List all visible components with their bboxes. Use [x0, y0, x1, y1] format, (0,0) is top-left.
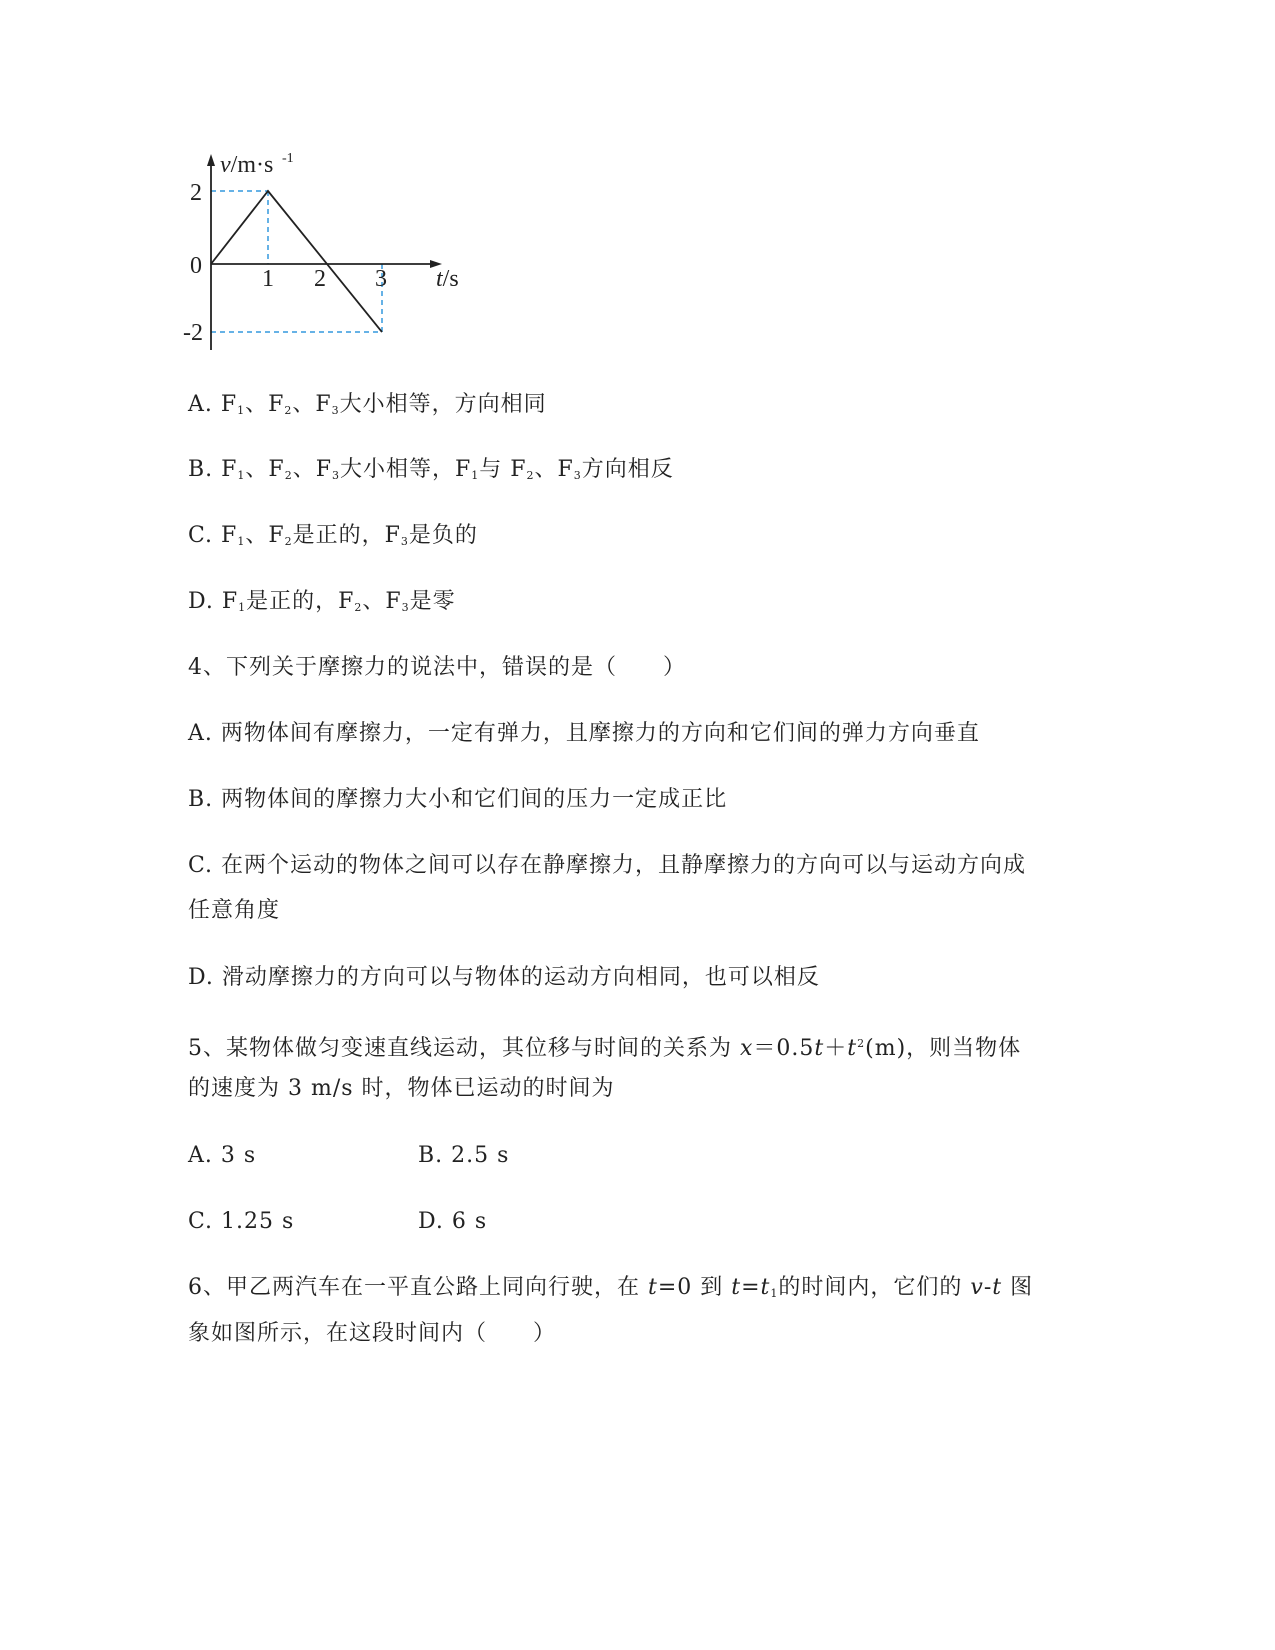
text: (m)，则当物体: [865, 1036, 1022, 1061]
subscript: 3: [331, 469, 340, 482]
text: 是负的: [408, 523, 478, 548]
q5-option-b: B. 2.5 s: [418, 1143, 510, 1168]
subscript: 2: [526, 469, 535, 482]
text: 与 F: [479, 457, 527, 482]
text: 是零: [409, 589, 456, 614]
svg-text:t/s: [436, 266, 459, 292]
subscript: 3: [573, 469, 582, 482]
q4-option-c-line1: C. 在两个运动的物体之间可以存在静摩擦力，且静摩擦力的方向可以与运动方向成: [188, 853, 1027, 878]
subscript: 1: [471, 469, 480, 482]
subscript: 1: [770, 1287, 779, 1300]
q4-stem: 4、下列关于摩擦力的说法中，错误的是（ ）: [188, 655, 686, 680]
text: B. F: [188, 457, 238, 482]
x-tick-2: 2: [314, 266, 326, 292]
q3-option-a: [188, 390, 547, 426]
var-t: t: [814, 1036, 825, 1061]
subscript: 1: [238, 601, 247, 614]
q5-options-row1: [188, 1141, 256, 1171]
var-t: t: [992, 1275, 1003, 1300]
text: 是正的，F: [292, 523, 401, 548]
subscript: 1: [237, 404, 246, 417]
y-axis-arrow: [207, 154, 215, 166]
q6-stem-line2: 象如图所示，在这段时间内（ ）: [188, 1321, 557, 1346]
q3-option-d: [188, 587, 456, 623]
y-tick-2: 2: [190, 180, 202, 206]
x-tick-3: 3: [375, 266, 387, 292]
q4-option-d: D. 滑动摩擦力的方向可以与物体的运动方向相同，也可以相反: [188, 965, 820, 990]
text: 的时间内，它们的: [778, 1275, 971, 1300]
text: 、F: [534, 457, 574, 482]
text: 5、某物体做匀变速直线运动，其位移与时间的关系为: [188, 1036, 740, 1061]
y-axis-label-unit: /m·s: [230, 152, 274, 178]
q5-option-c: C. 1.25 s: [188, 1209, 295, 1234]
q4-option-b: B. 两物体间的摩擦力大小和它们间的压力一定成正比: [188, 787, 728, 812]
text: D. F: [188, 589, 239, 614]
subscript: 2: [284, 535, 293, 548]
x-tick-1: 1: [262, 266, 274, 292]
text: 、F: [245, 392, 285, 417]
x-axis-label-t: t: [436, 266, 443, 292]
q6-stem-line1: [188, 1273, 1033, 1309]
text: C. F: [188, 523, 238, 548]
text: =: [741, 1275, 761, 1300]
x-axis-label-unit: /s: [442, 266, 459, 292]
text: 6、甲乙两汽车在一平直公路上同向行驶，在: [188, 1275, 648, 1300]
subscript: 2: [354, 601, 363, 614]
subscript: 3: [331, 404, 340, 417]
var-v: v: [970, 1275, 984, 1300]
text: 、F: [245, 457, 285, 482]
text: ＋: [824, 1036, 848, 1061]
velocity-line: [211, 191, 382, 332]
velocity-time-graph: [180, 150, 480, 360]
text: -: [983, 1275, 993, 1300]
q5-option-d: D. 6 s: [418, 1209, 488, 1234]
var-x: x: [740, 1036, 754, 1061]
y-axis-label-exp: -1: [282, 151, 294, 166]
var-t: t: [760, 1275, 771, 1300]
text: 、F: [245, 523, 285, 548]
y-tick-neg2: -2: [183, 320, 203, 346]
subscript: 2: [284, 469, 293, 482]
q4-option-a: A. 两物体间有摩擦力，一定有弹力，且摩擦力的方向和它们间的弹力方向垂直: [188, 721, 980, 746]
y-tick-0: 0: [190, 253, 202, 279]
subscript: 1: [237, 535, 246, 548]
var-t: t: [648, 1275, 658, 1300]
text: 、F: [292, 392, 332, 417]
q5-option-a: A. 3 s: [188, 1143, 257, 1168]
text: A. F: [188, 392, 238, 417]
text: 方向相反: [581, 457, 674, 482]
subscript: 3: [401, 601, 410, 614]
q5-stem-line2: 的速度为 3 m/s 时，物体已运动的时间为: [188, 1076, 615, 1101]
text: 、F: [362, 589, 402, 614]
q5-stem-line1: [188, 1029, 1021, 1064]
q3-option-c: [188, 521, 478, 557]
text: =0 到: [657, 1275, 732, 1300]
text: 是正的，F: [246, 589, 355, 614]
text: 大小相等，方向相同: [339, 392, 547, 417]
subscript: 2: [284, 404, 293, 417]
y-axis-label-v: v: [220, 152, 231, 178]
text: 大小相等，F: [339, 457, 472, 482]
text: ＝0.5: [753, 1036, 815, 1061]
svg-text:v/m·s: [220, 152, 273, 178]
text: 图: [1002, 1275, 1034, 1300]
var-t: t: [731, 1275, 742, 1300]
q3-option-b: [188, 455, 674, 491]
superscript: 2: [857, 1037, 866, 1050]
subscript: 3: [400, 535, 409, 548]
q4-option-c-line2: 任意角度: [188, 898, 281, 923]
subscript: 1: [237, 469, 246, 482]
var-t: t: [847, 1036, 858, 1061]
text: 、F: [292, 457, 332, 482]
